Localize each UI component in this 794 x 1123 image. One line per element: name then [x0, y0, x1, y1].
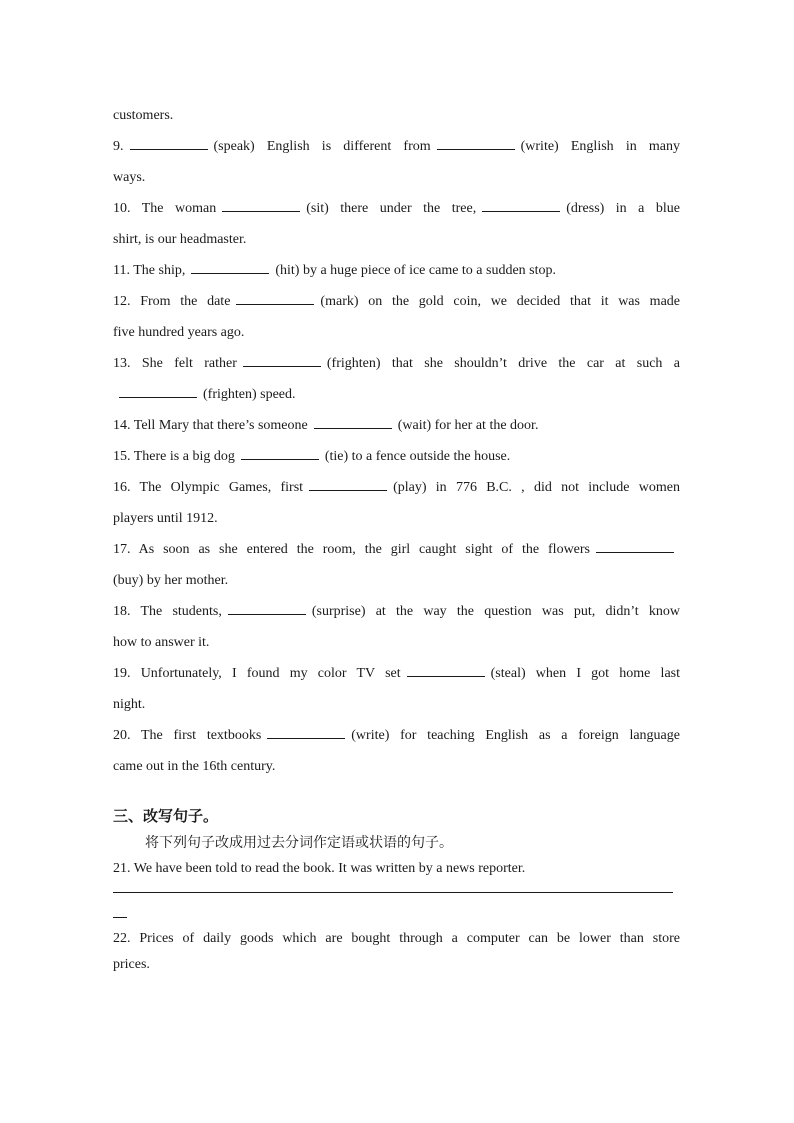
exercise-line — [113, 224, 680, 255]
exercise-line — [113, 596, 680, 627]
answer-blank[interactable] — [222, 199, 300, 212]
exercise-line — [113, 162, 680, 193]
exercise-text: (speak) English is different from — [213, 139, 431, 154]
answer-blank[interactable] — [236, 292, 314, 305]
answer-blank[interactable] — [119, 385, 197, 398]
exercise-line — [113, 689, 680, 720]
answer-blank[interactable] — [407, 664, 485, 677]
exercise-text: 16. The Olympic Games, first — [113, 480, 304, 495]
answer-line-21[interactable] — [113, 892, 673, 893]
exercise-line — [113, 472, 680, 503]
fill-in-exercise — [113, 100, 680, 782]
exercise-text: (steal) when I got home last — [490, 666, 680, 681]
exercise-text: ways. — [113, 170, 146, 185]
worksheet-page — [113, 100, 680, 978]
exercise-text: 9. — [113, 139, 124, 154]
exercise-text: 18. The students, — [113, 604, 222, 619]
exercise-text: (play) in 776 B.C. , did not include women — [393, 480, 680, 495]
exercise-text: (tie) to a fence outside the house. — [324, 449, 511, 464]
exercise-text: 17. As soon as she entered the room, the girl caught sight of the flowers — [113, 542, 590, 557]
question-21: 21. We have been told to read the book. It was written by a news reporter. — [113, 861, 526, 876]
exercise-line — [113, 348, 680, 379]
exercise-line — [113, 379, 680, 410]
exercise-line — [113, 441, 680, 472]
answer-blank[interactable] — [314, 416, 392, 429]
exercise-text: (sit) there under the tree, — [306, 201, 477, 216]
exercise-line — [113, 720, 680, 751]
answer-blank[interactable] — [130, 137, 208, 150]
exercise-text: night. — [113, 697, 146, 712]
exercise-line — [113, 751, 680, 782]
answer-blank[interactable] — [267, 726, 345, 739]
exercise-line — [113, 410, 680, 441]
exercise-text: 12. From the date — [113, 294, 231, 309]
exercise-text: (frighten) speed. — [203, 387, 296, 402]
exercise-line — [113, 193, 680, 224]
section-instruction: 将下列句子改成用过去分词作定语或状语的句子。 — [145, 835, 453, 851]
answer-blank[interactable] — [596, 540, 674, 553]
answer-blank[interactable] — [437, 137, 515, 150]
answer-blank[interactable] — [309, 478, 387, 491]
exercise-text: 19. Unfortunately, I found my color TV set — [113, 666, 401, 681]
question-22-line1: 22. Prices of daily goods which are bought through a computer can be lower than store — [113, 931, 680, 946]
exercise-text: players until 1912. — [113, 511, 218, 526]
answer-blank[interactable] — [228, 602, 306, 615]
exercise-line — [113, 255, 680, 286]
answer-blank[interactable] — [243, 354, 321, 367]
exercise-line — [113, 503, 680, 534]
exercise-line — [113, 627, 680, 658]
answer-blank[interactable] — [191, 261, 269, 274]
exercise-text: 20. The first textbooks — [113, 728, 262, 743]
exercise-text: 11. The ship, — [113, 263, 186, 278]
exercise-text: customers. — [113, 108, 174, 123]
exercise-line — [113, 317, 680, 348]
exercise-text: (wait) for her at the door. — [397, 418, 539, 433]
exercise-text: (surprise) at the way the question was put, didn’t know — [311, 604, 680, 619]
exercise-text: 13. She felt rather — [113, 356, 237, 371]
question-22-line2: prices. — [113, 957, 150, 972]
answer-line-21-tail[interactable] — [113, 917, 127, 918]
exercise-text: (hit) by a huge piece of ice came to a sudden stop. — [275, 263, 557, 278]
exercise-line — [113, 131, 680, 162]
exercise-text: (write) English in many — [520, 139, 680, 154]
exercise-text: five hundred years ago. — [113, 325, 245, 340]
exercise-line — [113, 534, 680, 565]
section-heading: 三、改写句子。 — [113, 807, 219, 825]
exercise-text: 15. There is a big dog — [113, 449, 235, 464]
exercise-text: (frighten) that she shouldn’t drive the car at such a — [326, 356, 681, 371]
exercise-text: how to answer it. — [113, 635, 210, 650]
answer-blank[interactable] — [241, 447, 319, 460]
exercise-text: shirt, is our headmaster. — [113, 232, 247, 247]
exercise-line — [113, 658, 680, 689]
exercise-line — [113, 100, 680, 131]
exercise-text: 10. The woman — [113, 201, 217, 216]
exercise-line — [113, 565, 680, 596]
exercise-text: came out in the 16th century. — [113, 759, 276, 774]
exercise-line — [113, 286, 680, 317]
exercise-text: (write) for teaching English as a foreign language — [351, 728, 680, 743]
exercise-text: (buy) by her mother. — [113, 573, 229, 588]
exercise-text: (dress) in a blue — [566, 201, 680, 216]
answer-blank[interactable] — [482, 199, 560, 212]
exercise-text: (mark) on the gold coin, we decided that it was made — [320, 294, 681, 309]
exercise-text: 14. Tell Mary that there’s someone — [113, 418, 308, 433]
